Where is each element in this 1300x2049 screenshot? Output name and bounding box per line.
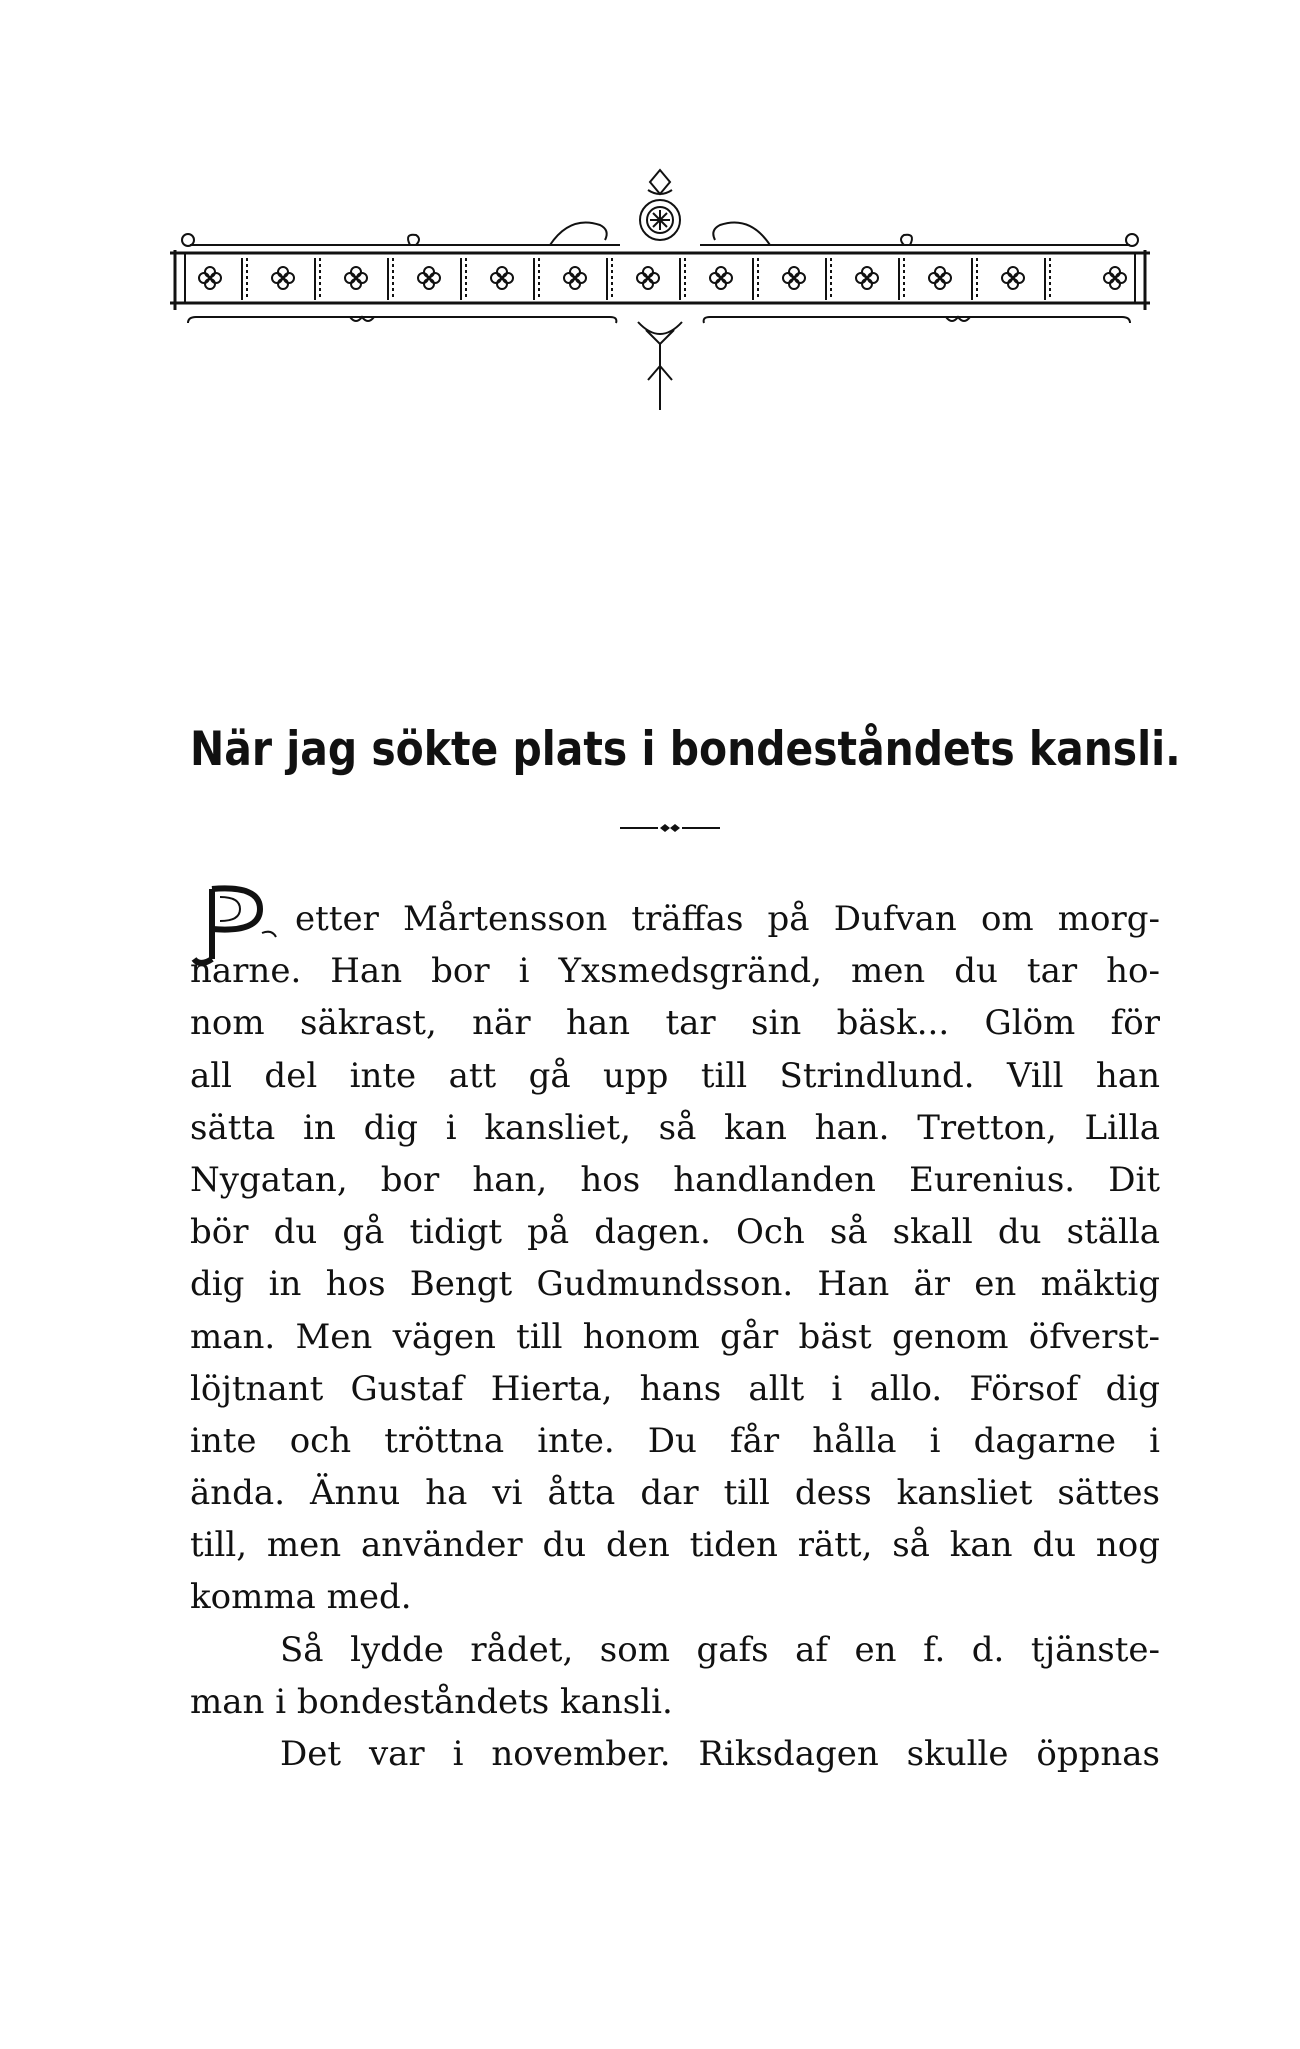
paragraph-line: Nygatan, bor han, hos handlanden Eurenius. Dit [190,1159,1160,1200]
body-text [190,893,1160,1780]
decorative-headpiece-icon [170,160,1150,440]
chapter-title: När jag sökte plats i bondeståndets kansli. [190,722,1181,777]
paragraph-line: nom säkrast, när han tar sin bäsk... Glöm för [190,1003,1160,1044]
paragraph-line: löjtnant Gustaf Hierta, hans allt i allo. Försof dig [190,1368,1160,1409]
paragraph-line: man. Men vägen till honom går bäst genom öfverst- [190,1316,1160,1357]
paragraph-line: Så lydde rådet, som gafs af en f. d. tjänste- [280,1629,1160,1670]
ornamental-rule-icon [620,822,720,834]
paragraph-line: komma med. [190,1577,412,1618]
paragraph-line: Det var i november. Riksdagen skulle öppnas [280,1734,1160,1774]
paragraph-line: etter Mårtensson träffas på Dufvan om morg- [295,899,1160,939]
paragraph-line: till, men använder du den tiden rätt, så kan du nog [190,1525,1160,1566]
paragraph-line: all del inte att gå upp till Strindlund. Vill han [190,1055,1160,1096]
paragraph-line: dig in hos Bengt Gudmundsson. Han är en mäktig [190,1264,1160,1305]
text-line [190,893,1160,945]
paragraph-line: narne. Han bor i Yxsmedsgränd, men du tar ho- [190,951,1160,992]
paragraph-line: bör du gå tidigt på dagen. Och så skall du ställa [190,1212,1160,1253]
paragraph-line: man i bondeståndets kansli. [190,1681,673,1722]
paragraph-line: inte och tröttna inte. Du får hålla i dagarne i [190,1420,1160,1461]
paragraph-line: sätta in dig i kansliet, så kan han. Tretton, Lilla [190,1107,1160,1148]
dropcap-P-icon [190,881,290,971]
paragraph-line: ända. Ännu ha vi åtta dar till dess kansliet sättes [190,1473,1160,1514]
